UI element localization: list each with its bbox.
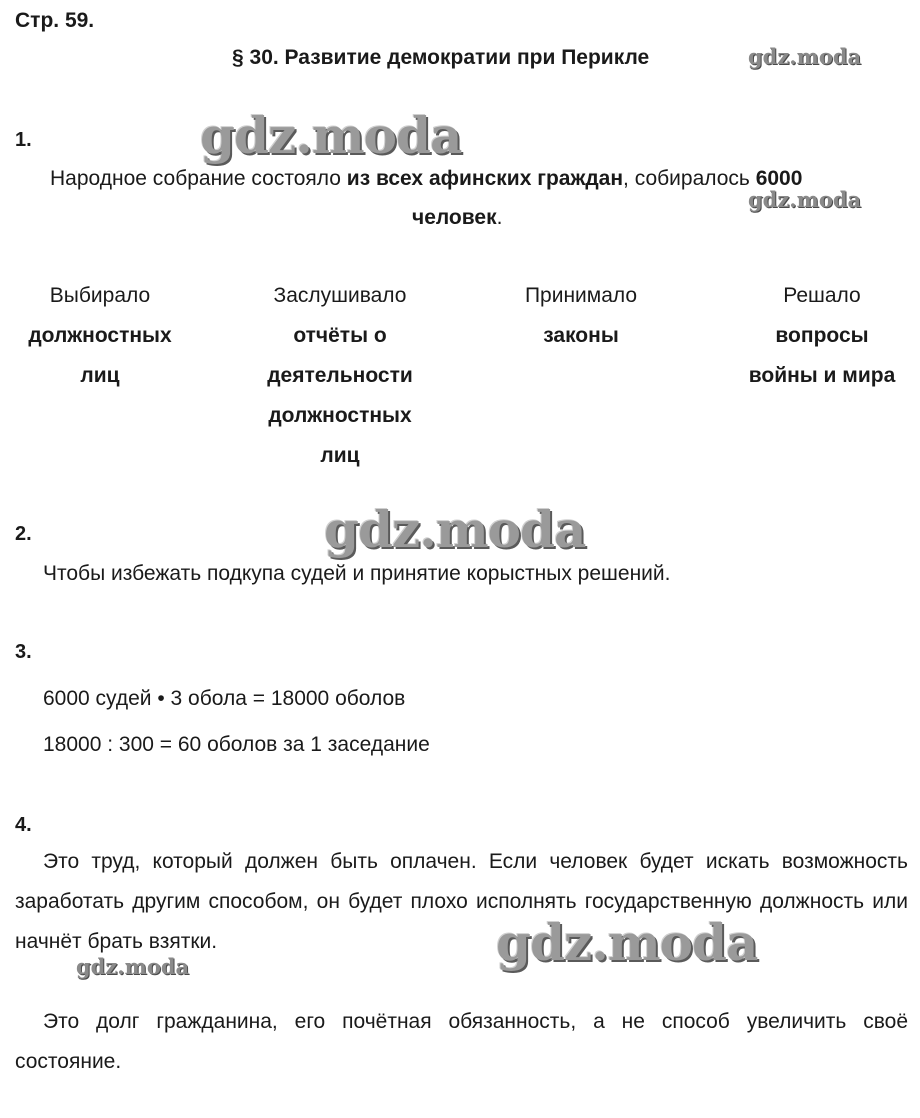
column-hear	[240, 276, 440, 476]
page-title: § 30. Развитие демократии при Перикле	[232, 46, 650, 69]
column-elect-line1: должностных	[28, 324, 172, 347]
task-4-paragraph-2-text: Это долг гражданина, его почётная обязанность, а не способ увеличить своё состояние.	[15, 1010, 908, 1073]
column-decide-line1: вопросы	[775, 324, 869, 347]
task-2-number: 2.	[15, 523, 32, 545]
task-1-text-a: Народное собрание состояло	[50, 167, 347, 190]
task-1-sentence-line2	[412, 206, 502, 230]
column-elect-line2: лиц	[80, 364, 120, 387]
column-hear-line4: лиц	[320, 444, 360, 467]
column-adopt-line1: законы	[543, 324, 619, 347]
watermark-small-3: gdz.moda	[76, 954, 190, 979]
column-hear-head: Заслушивало	[273, 284, 407, 307]
task-1-number: 1.	[15, 129, 32, 151]
task-4-number: 4.	[15, 814, 32, 836]
task-4-paragraph-2	[15, 1002, 908, 1082]
task-1-text-f: .	[496, 206, 503, 229]
column-hear-line3: должностных	[268, 404, 412, 427]
page-reference: Стр. 59.	[15, 9, 95, 32]
column-adopt	[481, 276, 681, 356]
task-2-text: Чтобы избежать подкупа судей и принятие корыстных решений.	[43, 562, 671, 585]
task-3-line1: 6000 судей • 3 обола = 18000 оболов	[43, 687, 406, 710]
watermark-small-2: gdz.moda	[748, 187, 862, 212]
watermark-large-2: gdz.moda	[324, 500, 586, 559]
task-1-text-e: человек	[412, 206, 497, 229]
watermark-small-top: gdz.moda	[748, 44, 862, 69]
column-elect	[0, 276, 200, 396]
column-hear-line1: отчёты о	[293, 324, 387, 347]
column-elect-head: Выбирало	[49, 284, 151, 307]
task-4-paragraph-1-text: Это труд, который должен быть оплачен. Если человек будет искать возможность заработать другим способом, он будет плохо исполнять государственную должность или начнёт брать взятки.	[15, 850, 908, 953]
column-decide-head: Решало	[783, 284, 861, 307]
watermark-large-1: gdz.moda	[200, 106, 462, 165]
task-4-paragraph-1	[15, 842, 908, 962]
task-3-number: 3.	[15, 641, 32, 663]
column-hear-line2: деятельности	[267, 364, 413, 387]
column-decide	[722, 276, 920, 396]
column-decide-line2: войны и мира	[748, 364, 896, 387]
task-1-text-d: 6000	[755, 167, 803, 190]
task-1-sentence-line1	[50, 167, 802, 191]
task-1-text-c: , собиралось	[623, 167, 756, 190]
column-adopt-head: Принимало	[524, 284, 638, 307]
task-3-line2: 18000 : 300 = 60 оболов за 1 заседание	[43, 733, 430, 756]
watermark-large-3: gdz.moda	[496, 913, 758, 972]
task-1-text-b: из всех афинских граждан	[346, 167, 624, 190]
